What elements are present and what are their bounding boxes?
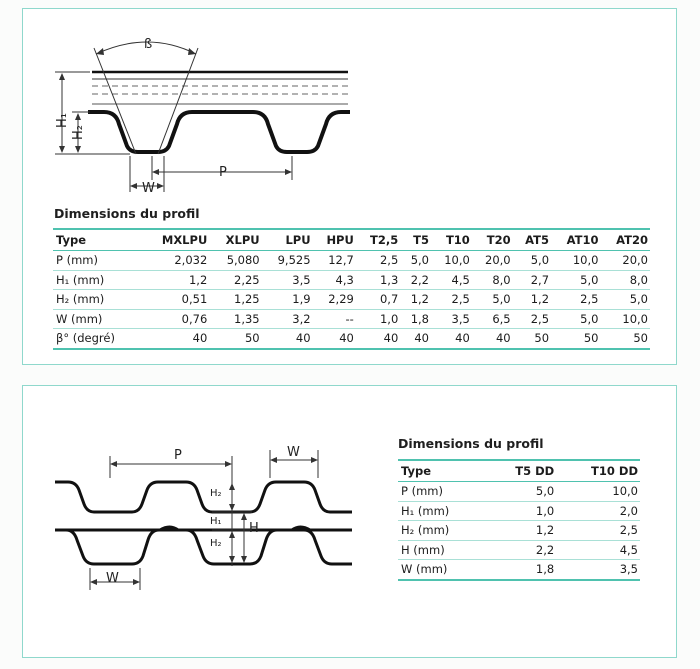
column-header: XLPU <box>209 229 261 251</box>
row-label: W (mm) <box>53 309 141 329</box>
table-cell: 40 <box>414 331 429 346</box>
column-header: AT10 <box>551 229 600 251</box>
beta-label: ß <box>144 37 153 52</box>
table-cell: 5,0 <box>551 309 600 329</box>
h1-label-double: H₁ <box>210 516 222 527</box>
table-cell: 5,0 <box>486 482 557 502</box>
table-cell: 40 <box>339 331 354 346</box>
table-cell: 5,0 <box>472 290 513 310</box>
table-cell: 10,0 <box>551 251 600 271</box>
h2-bottom-label: H₂ <box>210 538 222 549</box>
column-header: T5 DD <box>486 460 557 482</box>
table-cell: 20,0 <box>600 251 650 271</box>
h2-label: H₂ <box>71 125 86 140</box>
table-cell: 40 <box>455 331 470 346</box>
row-label: H₂ (mm) <box>53 290 141 310</box>
column-header: LPU <box>262 229 313 251</box>
row-label: P (mm) <box>398 482 486 502</box>
table-cell: 2,5 <box>556 521 640 541</box>
table-cell: 1,0 <box>356 309 400 329</box>
table-cell: 3,5 <box>262 270 313 290</box>
table-cell: 1,2 <box>486 521 557 541</box>
row-label: H (mm) <box>398 540 486 560</box>
column-header: T2,5 <box>356 229 400 251</box>
table-cell: 3,5 <box>619 562 638 577</box>
bottom-table-title: Dimensions du profil <box>398 436 544 451</box>
table-cell: 2,25 <box>209 270 261 290</box>
table-cell: 10,0 <box>556 482 640 502</box>
table-row <box>398 560 640 580</box>
table-cell: 40 <box>295 331 311 346</box>
table-cell: 2,032 <box>141 251 209 271</box>
table-cell: 50 <box>534 331 550 346</box>
row-label: H₁ (mm) <box>398 501 486 521</box>
table-cell: 10,0 <box>431 251 472 271</box>
table-cell: 2,5 <box>513 309 551 329</box>
table-cell: 1,2 <box>141 270 209 290</box>
table-row <box>398 521 640 541</box>
table-cell: 6,5 <box>472 309 513 329</box>
column-header: T10 <box>431 229 472 251</box>
table-row <box>398 540 640 560</box>
column-header: T5 <box>400 229 431 251</box>
column-header: AT20 <box>600 229 650 251</box>
w-bottom-label: W <box>106 571 119 586</box>
table-cell: 40 <box>495 331 511 346</box>
p-label: P <box>219 165 227 180</box>
table-cell: 40 <box>192 331 208 346</box>
table-cell: 5,0 <box>551 270 600 290</box>
column-header: T10 DD <box>556 460 640 482</box>
table-cell: 3,5 <box>431 309 472 329</box>
table-row <box>398 501 640 521</box>
table-cell: 5,0 <box>600 290 650 310</box>
table-cell: 0,76 <box>141 309 209 329</box>
table-cell: 3,2 <box>262 309 313 329</box>
table-cell: 5,080 <box>209 251 261 271</box>
column-header: AT5 <box>513 229 551 251</box>
h2-top-label: H₂ <box>210 488 222 499</box>
table-cell: 2,0 <box>556 501 640 521</box>
table-cell: 1,25 <box>209 290 261 310</box>
row-label: β° (degré) <box>56 331 115 346</box>
double-profile-dimensions-table <box>398 459 640 581</box>
h1-label: H₁ <box>55 113 70 128</box>
table-cell: -- <box>313 309 356 329</box>
table-cell: 2,29 <box>313 290 356 310</box>
w-top-label: W <box>287 445 300 460</box>
column-header: Type <box>53 229 141 251</box>
column-header: MXLPU <box>141 229 209 251</box>
table-row <box>398 482 640 502</box>
table-cell: 4,5 <box>431 270 472 290</box>
row-label: H₁ (mm) <box>53 270 141 290</box>
table-cell: 2,5 <box>431 290 472 310</box>
table-cell: 2,5 <box>356 251 400 271</box>
column-header: Type <box>398 460 486 482</box>
table-cell: 0,51 <box>141 290 209 310</box>
table-cell: 1,8 <box>400 309 431 329</box>
table-cell: 1,2 <box>513 290 551 310</box>
table-cell: 50 <box>633 331 648 346</box>
row-label: H₂ (mm) <box>398 521 486 541</box>
table-cell: 1,8 <box>535 562 555 577</box>
table-cell: 4,3 <box>313 270 356 290</box>
table-cell: 40 <box>383 331 399 346</box>
row-label: W (mm) <box>401 562 448 577</box>
row-label: P (mm) <box>53 251 141 271</box>
table-cell: 9,525 <box>262 251 313 271</box>
table-cell: 1,35 <box>209 309 261 329</box>
table-cell: 2,2 <box>486 540 557 560</box>
h-label: H <box>249 521 259 536</box>
table-cell: 10,0 <box>600 309 650 329</box>
column-header: T20 <box>472 229 513 251</box>
table-cell: 2,5 <box>551 290 600 310</box>
table-cell: 5,0 <box>513 251 551 271</box>
table-cell: 2,2 <box>400 270 431 290</box>
top-table-title: Dimensions du profil <box>54 206 200 221</box>
table-cell: 5,0 <box>400 251 431 271</box>
table-cell: 1,2 <box>400 290 431 310</box>
table-cell: 8,0 <box>600 270 650 290</box>
w-label: W <box>142 181 155 196</box>
table-cell: 50 <box>244 331 260 346</box>
table-cell: 50 <box>583 331 599 346</box>
table-cell: 12,7 <box>313 251 356 271</box>
table-cell: 1,3 <box>356 270 400 290</box>
table-cell: 4,5 <box>556 540 640 560</box>
table-cell: 20,0 <box>472 251 513 271</box>
table-cell: 1,9 <box>262 290 313 310</box>
p-label-double: P <box>174 448 182 463</box>
table-cell: 2,7 <box>513 270 551 290</box>
column-header: HPU <box>313 229 356 251</box>
table-cell: 1,0 <box>486 501 557 521</box>
table-cell: 8,0 <box>472 270 513 290</box>
table-cell: 0,7 <box>356 290 400 310</box>
